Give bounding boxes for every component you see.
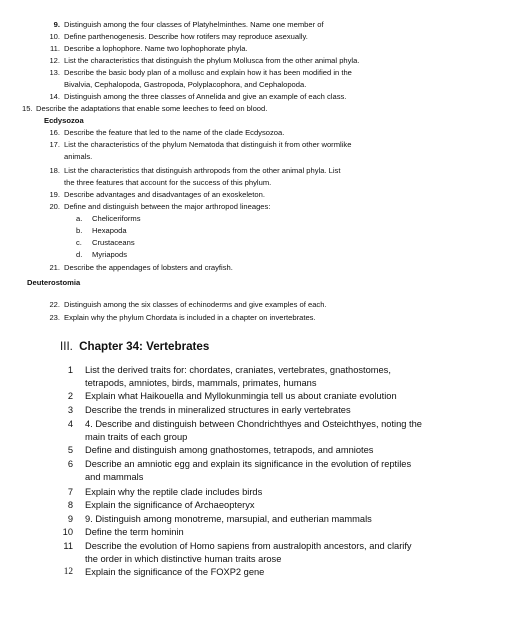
item-text: Explain why the reptile clade includes birds	[85, 487, 263, 497]
item-number: 22.	[49, 300, 60, 309]
item-text: Define the term hominin	[85, 527, 184, 537]
item-number: 2	[67, 391, 73, 401]
item-text: Describe the evolution of Homo sapiens from australopith ancestors, and clarify	[85, 541, 412, 551]
item-number: 18.	[49, 166, 60, 175]
item-number: 12.	[49, 56, 60, 65]
item-text: 9. Distinguish among monotreme, marsupial, and eutherian mammals	[85, 514, 372, 524]
item-text: Distinguish among the three classes of Annelida and give an example of each class.	[64, 92, 347, 101]
item-text: List the derived traits for: chordates, craniates, vertebrates, gnathostomes,	[85, 365, 391, 375]
item-text: animals.	[64, 152, 93, 161]
section-heading-deuterostomia: Deuterostomia	[27, 278, 81, 287]
item-text: Describe an amniotic egg and explain its significance in the evolution of reptiles	[85, 459, 412, 469]
item-number: 1	[67, 365, 73, 375]
item-text: List the characteristics that distinguish the phylum Mollusca from the other animal phyla.	[64, 56, 360, 65]
item-text: Describe advantages and disadvantages of an exoskeleton.	[64, 190, 265, 199]
item-number: 5	[67, 445, 73, 455]
item-text: main traits of each group	[85, 432, 188, 442]
lineage-letter: b.	[76, 226, 83, 235]
lineage-name: Hexapoda	[92, 226, 127, 235]
item-text: 4. Describe and distinguish between Chondrichthyes and Osteichthyes, noting the	[85, 419, 422, 429]
item-text: Describe the appendages of lobsters and crayfish.	[64, 263, 233, 272]
item-number: 16.	[49, 128, 60, 137]
item-number: 15.	[22, 104, 33, 113]
item-text: Explain the significance of Archaeopteryx	[85, 500, 255, 510]
item-text: List the characteristics of the phylum Nematoda that distinguish it from other wormlike	[64, 140, 352, 149]
chapter-heading	[60, 340, 209, 354]
chapter-title: Chapter 34: Vertebrates	[79, 340, 210, 353]
section-heading-ecdysozoa: Ecdysozoa	[44, 116, 84, 125]
item-number: 11.	[50, 44, 60, 53]
item-number: 9	[67, 514, 73, 524]
lineage-name: Cheliceriforms	[92, 214, 141, 223]
item-text: and mammals	[85, 472, 144, 482]
item-number: 12	[63, 567, 73, 577]
lineage-name: Crustaceans	[92, 238, 135, 247]
item-text: Bivalvia, Cephalopoda, Gastropoda, Polyplacophora, and Cephalopoda.	[64, 80, 307, 89]
item-text: the order in which distinctive human traits arose	[85, 554, 282, 564]
item-number: 4	[67, 419, 73, 429]
item-text: Describe the feature that led to the name of the clade Ecdysozoa.	[64, 128, 285, 137]
item-text: Define parthenogenesis. Describe how rotifers may reproduce asexually.	[64, 32, 308, 41]
item-text: Explain what Haikouella and Myllokunmingia tell us about craniate evolution	[85, 391, 397, 401]
lineage-letter: c.	[76, 238, 82, 247]
item-text: Define and distinguish between the major arthropod lineages:	[64, 202, 271, 211]
item-number: 6	[67, 459, 73, 469]
item-number: 10	[62, 527, 73, 537]
item-text: Describe the basic body plan of a mollusc and explain how it has been modified in the	[64, 68, 352, 77]
lineage-letter: a.	[76, 214, 83, 223]
item-text: Describe the trends in mineralized structures in early vertebrates	[85, 405, 351, 415]
item-number: 10.	[49, 32, 60, 41]
item-number: 9.	[53, 20, 60, 29]
item-number: 20.	[49, 202, 60, 211]
item-number: 3	[67, 405, 73, 415]
item-text: tetrapods, amniotes, birds, mammals, primates, humans	[85, 378, 317, 388]
item-text: Distinguish among the four classes of Platyhelminthes. Name one member of	[64, 20, 324, 29]
item-text: Describe a lophophore. Name two lophophorate phyla.	[64, 44, 248, 53]
item-text: List the characteristics that distinguish arthropods from the other animal phyla. List	[64, 166, 341, 175]
item-text: Distinguish among the six classes of echinoderms and give examples of each.	[64, 300, 327, 309]
item-text: Explain the significance of the FOXP2 gene	[85, 567, 265, 577]
item-number: 8	[67, 500, 73, 510]
lineage-letter: d.	[76, 250, 83, 259]
item-number: 21.	[49, 263, 60, 272]
item-number: 14.	[49, 92, 60, 101]
item-text: Explain why the phylum Chordata is included in a chapter on invertebrates.	[64, 313, 316, 322]
item-number: 11	[63, 541, 73, 551]
lineage-name: Myriapods	[92, 250, 128, 259]
item-number: 19.	[49, 190, 60, 199]
item-number: 17.	[49, 140, 60, 149]
item-number: 7	[67, 487, 73, 497]
item-text: the three features that account for the success of this phylum.	[64, 178, 272, 187]
item-number: 13.	[49, 68, 60, 77]
item-text: Define and distinguish among gnathostomes, tetrapods, and amniotes	[85, 445, 374, 455]
item-number: 23.	[49, 313, 60, 322]
chapter-roman: III.	[60, 340, 73, 353]
item-text: Describe the adaptations that enable some leeches to feed on blood.	[36, 104, 268, 113]
